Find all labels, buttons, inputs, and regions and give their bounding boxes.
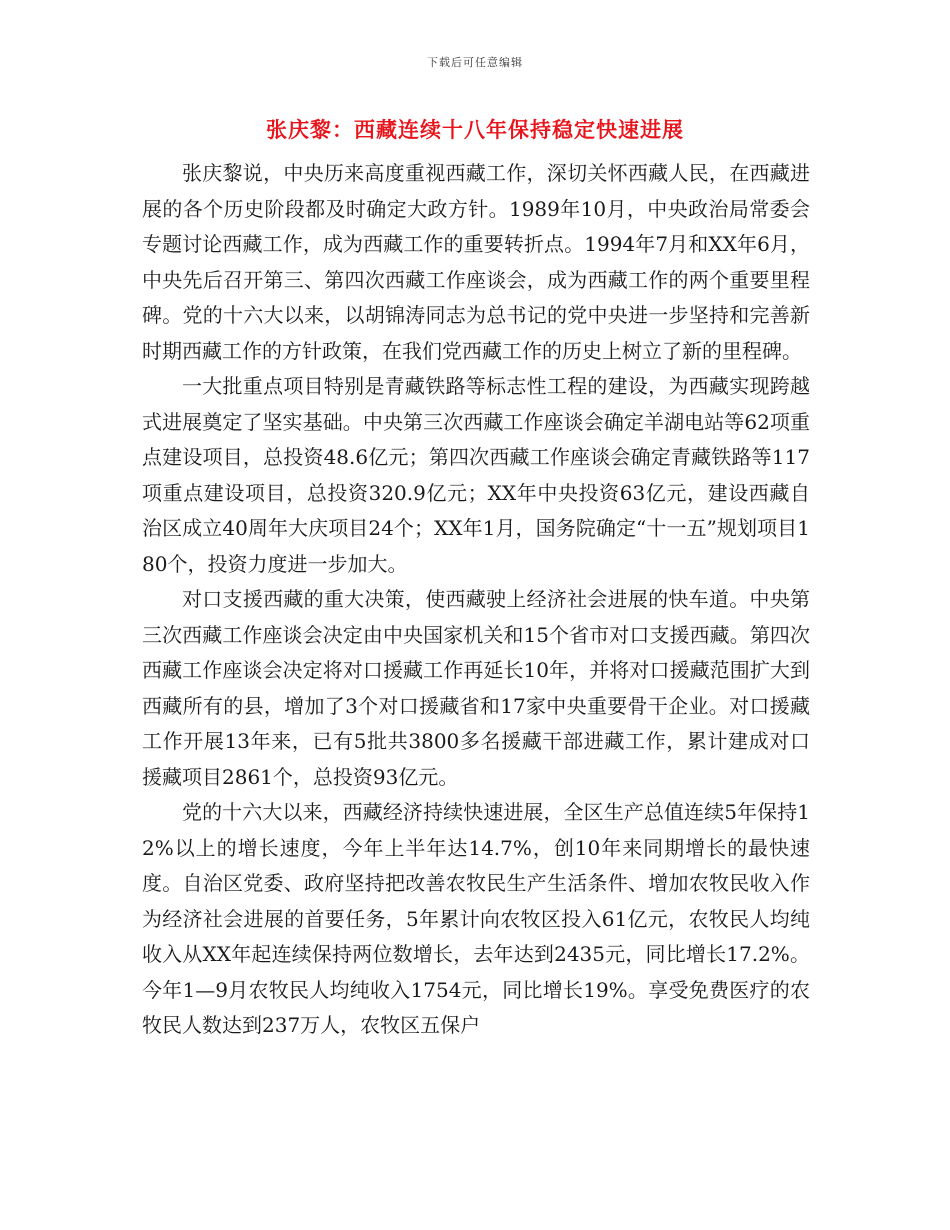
paragraph-4: 党的十六大以来，西藏经济持续快速进展，全区生产总值连续5年保持12%以上的增长速度，今年上半年达14.7%，创10年来同期增长的最快速度。自治区党委、政府坚持把改善农牧民生产生活条件、增加农牧民收入作为经济社会进展的首要任务，5年累计向农牧区投入61亿元，农牧民人均纯收入从XX年起连续保持两位数增长，去年达到2435元，同比增长17.2%。今年1—9月农牧民人均纯收入1754元，同比增长19%。享受免费医疗的农牧民人数达到237万人，农牧区五保户 (142, 800, 810, 1037)
document-title: 张庆黎：西藏连续十八年保持稳定快速进展 (266, 117, 684, 142)
paragraph-3: 对口支援西藏的重大决策，使西藏驶上经济社会进展的快车道。中央第三次西藏工作座谈会决定由中央国家机关和15个省市对口支援西藏。第四次西藏工作座谈会决定将对口援藏工作再延长10年，并将对口援藏范围扩大到西藏所有的县，增加了3个对口援藏省和17家中央重要骨干企业。对口援藏工作开展13年来，已有5批共3800多名援藏干部进藏工作，累计建成对口援藏项目2861个，总投资93亿元。 (142, 587, 810, 789)
document-body (142, 156, 810, 1044)
paragraph-1: 张庆黎说，中央历来高度重视西藏工作，深切关怀西藏人民，在西藏进展的各个历史阶段都及时确定大政方针。1989年10月，中央政治局常委会专题讨论西藏工作，成为西藏工作的重要转折点。1994年7月和XX年6月，中央先后召开第三、第四次西藏工作座谈会，成为西藏工作的两个重要里程碑。党的十六大以来，以胡锦涛同志为总书记的党中央进一步坚持和完善新时期西藏工作的方针政策，在我们党西藏工作的历史上树立了新的里程碑。 (142, 161, 810, 363)
paragraph-2: 一大批重点项目特别是青藏铁路等标志性工程的建设，为西藏实现跨越式进展奠定了坚实基础。中央第三次西藏工作座谈会确定羊湖电站等62项重点建设项目，总投资48.6亿元；第四次西藏工作座谈会确定青藏铁路等117项重点建设项目，总投资320.9亿元；XX年中央投资63亿元，建设西藏自治区成立40周年大庆项目24个；XX年1月，国务院确定“十一五”规划项目180个，投资力度进一步加大。 (142, 374, 810, 576)
header-note: 下载后可任意编辑 (427, 56, 523, 69)
